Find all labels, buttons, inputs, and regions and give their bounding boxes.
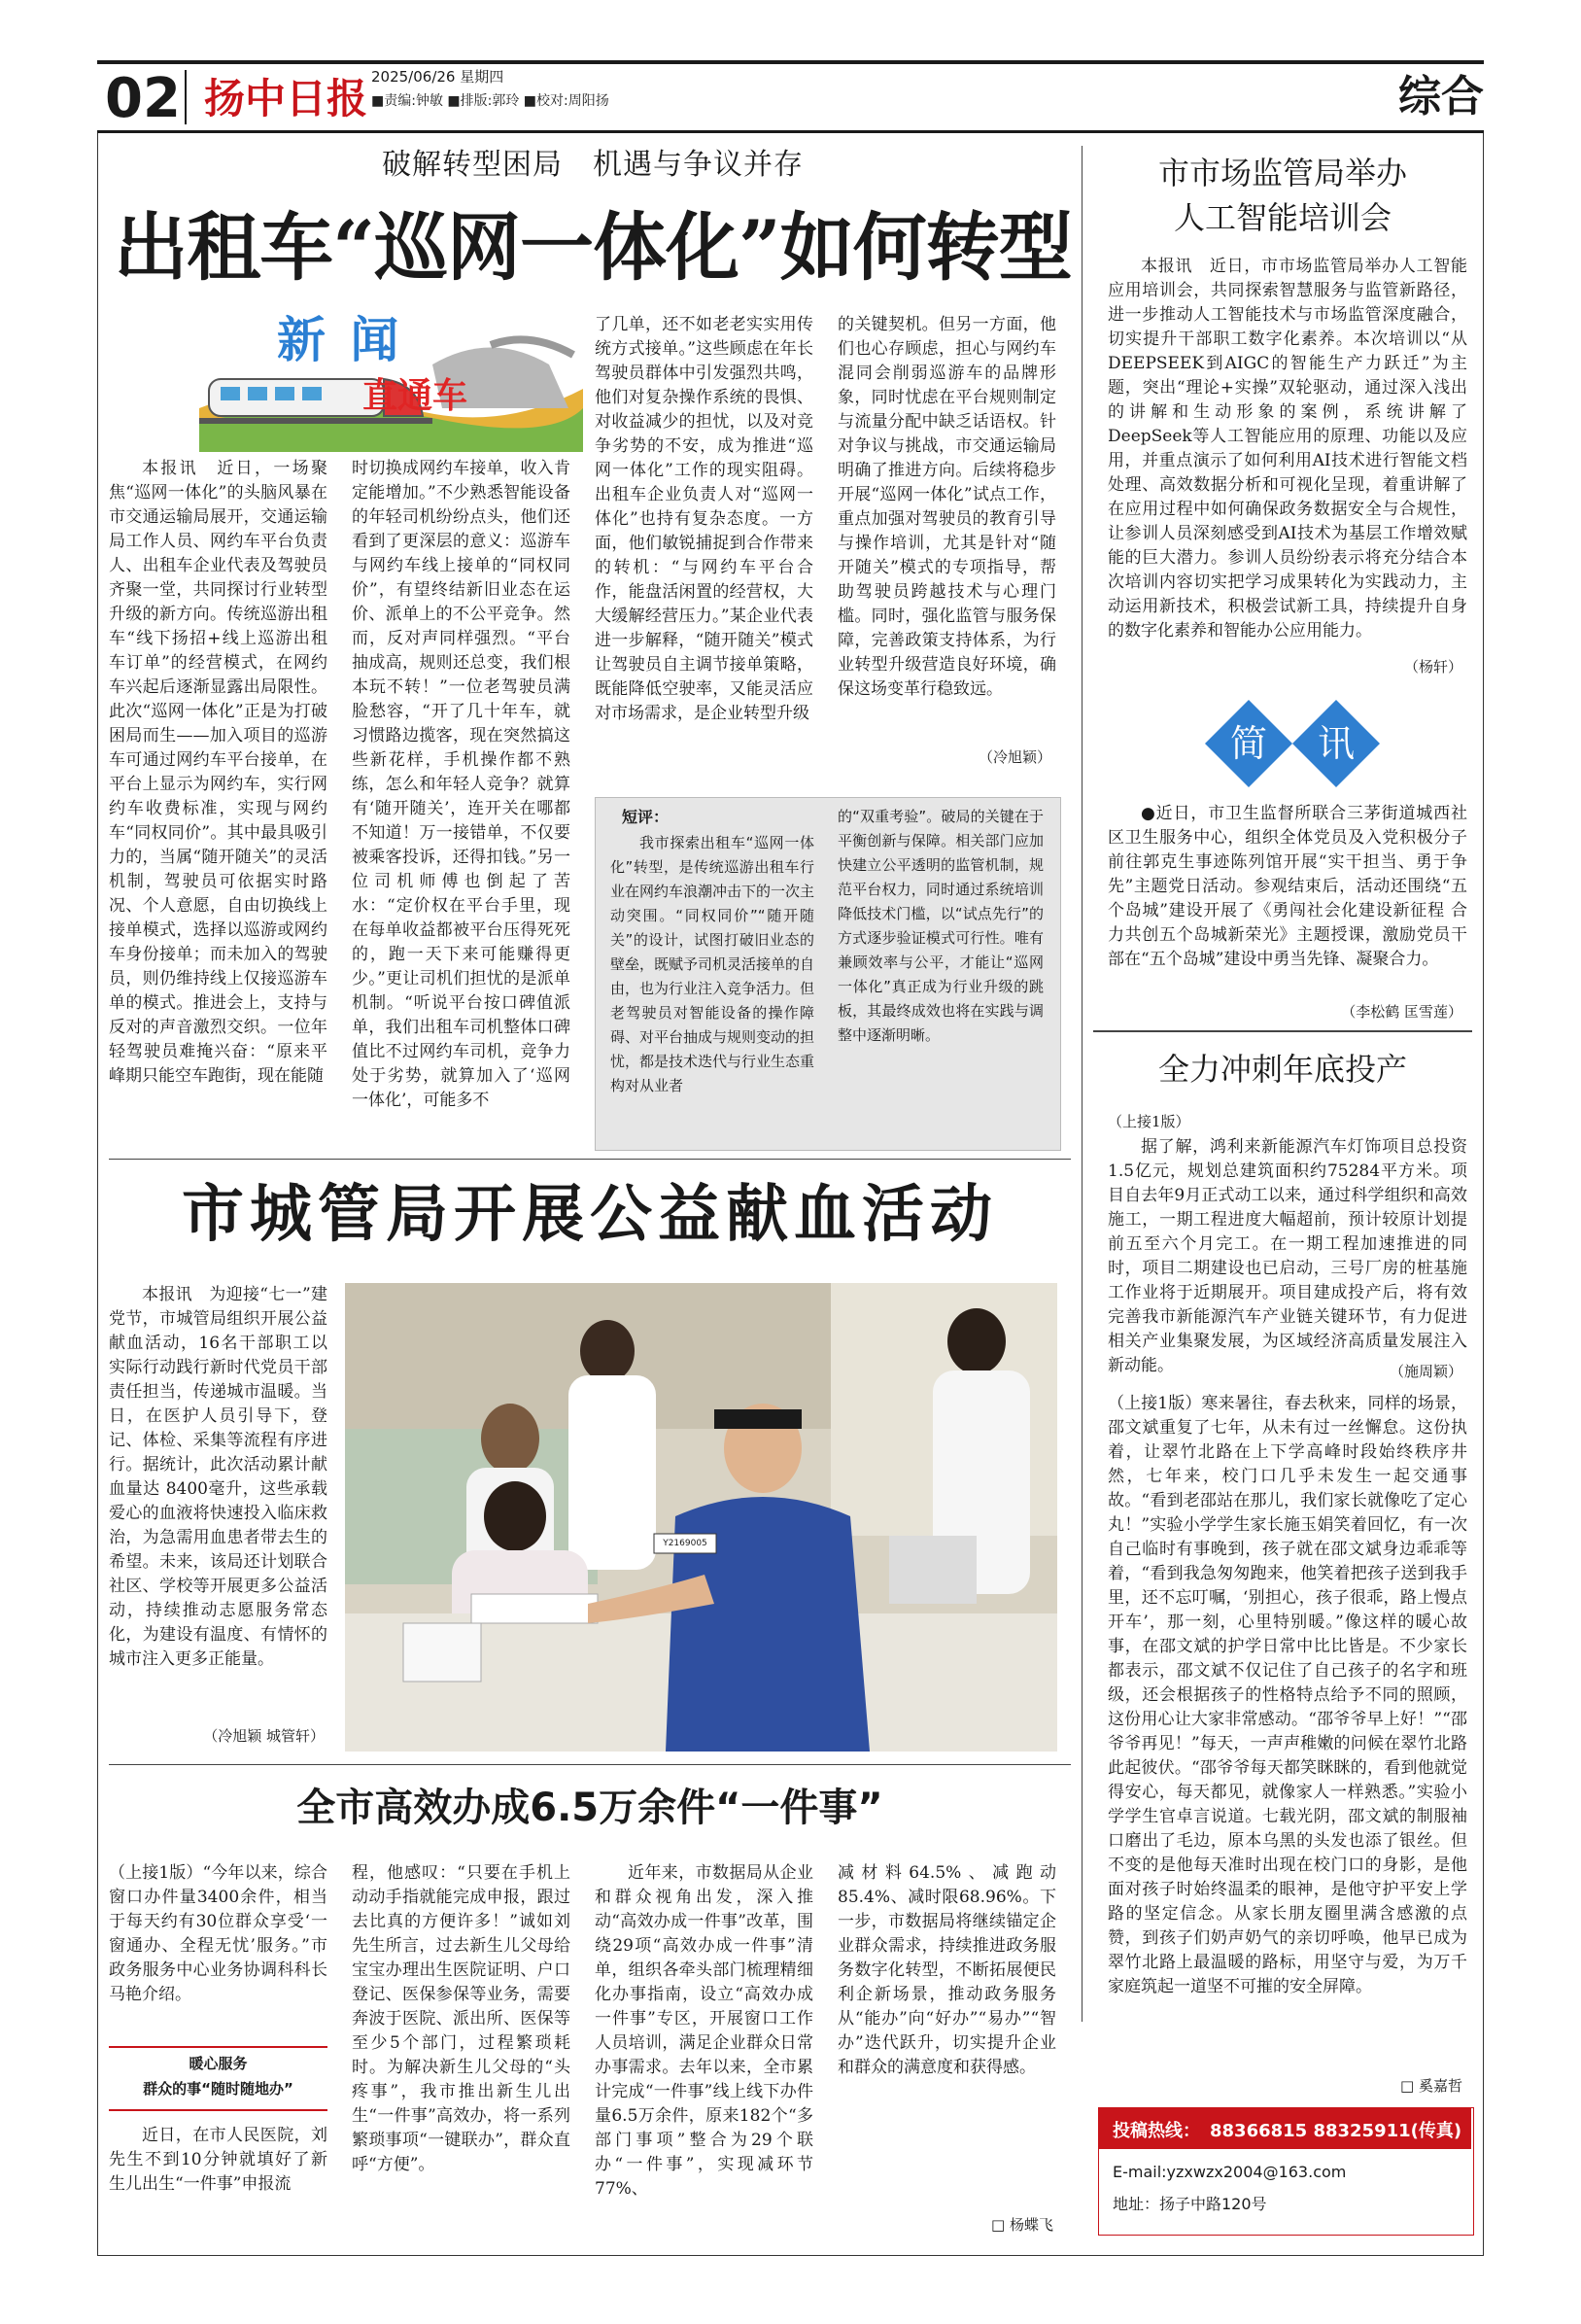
oneitem-paragraph-3: 程，他感叹：“只要在手机上动动手指就能完成申报，跟过去比真的方便许多！”诚如刘先生所言，过去新生儿父母给宝宝办理出生医院证明、户口登记、医保参保等业务，需要奔波于医院、派出所、医保等至少5个部门，过程繁琐耗时。为解决新生儿父母的“头疼事”，我市推出新生儿出生“一件事”高效办，将一系列繁琐事项“一键联办”，群众直呼“方便”。 <box>352 1863 570 2174</box>
oneitem-paragraph-4: 近年来，市数据局从企业和群众视角出发，深入推动“高效办成一件事”改革，围绕29项“高效办成一件事”清单，组织各牵头部门梳理精细化办事指南，设立“高效办成一件事”专区，开展窗口工作人员培训，满足企业群众日常办事需求。去年以来，全市累计完成“一件事”线上线下办件量6.5万余件，原来182个“多部门事项”整合为29个联办“一件事”，实现减环节77%、 <box>595 1863 813 2199</box>
blood-byline: （冷旭颖 城管轩） <box>203 1727 325 1745</box>
production-continued: （上接1版） <box>1108 1113 1190 1130</box>
comment-col1: 我市探索出租车“巡网一体化”转型，是传统巡游出租车行业在网约车浪潮冲击下的一次主动突围。“同权同价”“随开随关”的设计，试图打破旧业态的壁垒，既赋予司机灵活接单的自由，也为行业注入竞争活力。但老驾驶员对智能设备的操作障碍、对平台抽成与规则变动的担忧，都是技术迭代与行业生态重构对从业者 <box>610 834 815 1094</box>
comment-label: 短评： <box>622 808 670 826</box>
taxi-paragraph-2: 时切换成网约车接单，收入肯定能增加。”不少熟悉智能设备的年轻司机纷纷点头，他们还看到了更深层的意义：巡游车与网约车线上接单的“同权同价”，有望终结新旧业态在运价、派单上的不公平竞争。然而，反对声同样强烈。“平台抽成高，规则还总变，我们根本玩不转！”一位老驾驶员满脸愁容，“开了几十年车，就习惯路边揽客，现在突然搞这些新花样，手机操作都不熟练，怎么和年轻人竞争？就算有‘随开随关’，连开关在哪都不知道！万一接错单，不仅要被乘客投诉，还得扣钱。”另一位司机师傅也倒起了苦水：“定价权在平台手里，现在每单收益都被平台压得死死的，跑一天下来可能赚得更少。”更让司机们担忧的是派单机制。“听说平台按口碑值派单，我们出租车司机整体口碑值比不过网约车司机，竞争力处于劣势，就算加入了‘巡网一体化’，可能多不 <box>352 459 570 1110</box>
oneitem-subhead-line1: 暖心服务 <box>189 2055 248 2072</box>
production-headline: 全力冲刺年底投产 <box>1157 1051 1407 1088</box>
masthead-logo: 扬中日报 <box>204 75 368 122</box>
crossing-byline: □ 奚嘉哲 <box>1400 2077 1462 2095</box>
brief-body <box>1108 802 1467 996</box>
oneitem-byline: □ 杨蝶飞 <box>991 2216 1053 2234</box>
blood-headline: 市城管局开展公益献血活动 <box>182 1178 998 1251</box>
brief-title <box>1195 690 1390 797</box>
section-name: 综合 <box>1398 72 1484 121</box>
brief-title-char2: 讯 <box>1317 722 1355 765</box>
ai-headline-line1: 市市场监管局举办 <box>1157 155 1407 191</box>
divider-under-blood <box>109 1764 1071 1765</box>
header-top-rule <box>97 60 1484 64</box>
ai-headline <box>1098 151 1467 240</box>
divider-under-taxi <box>109 1159 1071 1160</box>
divider-right-1 <box>1093 1030 1472 1032</box>
production-paragraph: 据了解，鸿利来新能源汽车灯饰项目总投资1.5亿元，规划总建筑面积约75284平方米。项目自去年9月正式动工以来，通过科学组织和高效施工，一期工程进度大幅超前，预计较原计划提前五至六个月完工。在一期工程加速推进的同时，项目二期建设也已启动，三号厂房的桩基施工作业将于近期展开。项目建成投产后，将有效完善我市新能源汽车产业链关键环节，有力促进相关产业集聚发展，为区域经济高质量发展注入新动能。 <box>1108 1137 1467 1375</box>
oneitem-headline: 全市高效办成6.5万余件“一件事” <box>296 1786 883 1830</box>
hotline-label: 投稿热线： <box>1113 2121 1200 2141</box>
contact-email: E-mail:yzxwzx2004@163.com <box>1113 2163 1347 2181</box>
page-number-divider <box>185 70 187 124</box>
brief-title-char1: 简 <box>1229 722 1267 765</box>
oneitem-paragraph-1: （上接1版）“今年以来，综合窗口办件量3400余件，相当于每天约有30位群众享受‘一窗通办、全程无忧’服务。”市政务服务中心业务协调科科长马艳介绍。 <box>109 1863 327 2004</box>
right-column-divider <box>1082 146 1083 2022</box>
taxi-paragraph-3: 了几单，还不如老老实实用传统方式接单。”这些顾虑在年长驾驶员群体中引发强烈共鸣，他们对复杂操作系统的畏惧、对收益减少的担忧，以及对竞争劣势的不安，成为推进“巡网一体化”工作的现实阻碍。出租车企业负责人对“巡网一体化”也持有复杂态度。一方面，他们敏锐捕捉到合作带来的转机：“与网约车平台合作，能盘活闲置的经营权，大大缓解经营压力。”某企业代表进一步解释，“随开随关”模式让驾驶员自主调节接单策略，既能降低空驶率，又能灵活应对市场需求，是企业转型升级 <box>595 315 813 723</box>
taxi-body-col2 <box>352 457 570 1137</box>
badge-news-text: 新 闻 <box>277 312 403 368</box>
blood-donation-photo <box>345 1283 1057 1752</box>
oneitem-col4 <box>838 1861 1056 2211</box>
crossing-paragraph: （上接1版）寒来暑往，春去秋来，同样的场景，邵文斌重复了七年，从未有过一丝懈怠。这份执着，让翠竹北路在上下学高峰时段始终秩序井然，七年来，校门口几乎未发生一起交通事故。“看到老邵站在那儿，我们家长就像吃了定心丸！”实验小学学生家长施玉娟笑着回忆，有一次自己临时有事晚到，孩子就在邵文斌身边乖乖等着，“看到我急匆匆跑来，他笑着把孩子送到我手里，还不忘叮嘱，‘别担心，孩子很乖，路上慢点开车’，那一刻，心里特别暖。”像这样的暖心故事，在邵文斌的护学日常中比比皆是。不少家长都表示，邵文斌不仅记住了自己孩子的名字和班级，还会根据孩子的性格特点给予不同的照顾，这份用心让大家非常感动。“邵爷爷早上好！”“邵爷爷再见！”每天，一声声稚嫩的问候在翠竹北路此起彼伏。“邵爷爷每天都笑眯眯的，看到他就觉得安心，每天都见，就像家人一样熟悉。”实验小学学生官卓言说道。七载光阴，邵文斌的制服袖口磨出了毛边，原本乌黑的头发也添了银丝。但不变的是他每天准时出现在校门口的身影，是他面对孩子时始终温柔的眼神，是他守护平安上学路的坚定信念。从家长朋友圈里满含感激的点赞，到孩子们奶声奶气的亲切呼唤，他早已成为翠竹北路上最温暖的路标，用坚守与爱，为万千家庭筑起一道坚不可摧的安全屏障。 <box>1108 1394 1467 1996</box>
hotline-numbers: 88366815 88325911(传真) <box>1210 2121 1462 2141</box>
page-number: 02 <box>105 67 181 130</box>
brief-paragraph: ●近日，市卫生监督所联合三茅街道城西社区卫生服务中心，组织全体党员及入党积极分子前往郭克生事迹陈列馆开展“实干担当、勇于争先”主题党日活动。参观结束后，活动还围绕“五个岛城”建设开展了《勇闯社会化建设新征程 合力共创五个岛城新荣光》主题授课，激励党员干部在“五个岛城”建设中勇当先锋、凝聚合力。 <box>1108 804 1467 969</box>
staff-credits: ■责编:钟敏 ■排版:郭玲 ■校对:周阳扬 <box>371 93 609 109</box>
blood-donation-scene-image <box>345 1283 1057 1752</box>
taxi-paragraph-1: 本报讯 近日，一场聚焦“巡网一体化”的头脑风暴在市交通运输局展开，交通运输局工作人员、网约车平台负责人、出租车企业代表及驾驶员齐聚一堂，共同探讨行业转型升级的新方向。传统巡游出租车“线下扬招+线上巡游出租车订单”的经营模式，在网约车兴起后逐渐显露出局限性。此次“巡网一体化”正是为打破困局而生——加入项目的巡游车可通过网约车平台接单，在平台上显示为网约车，实行网约车收费标准，实现与网约车“同权同价”。其中最具吸引力的，当属“随开随关”的灵活机制，驾驶员可依据实时路况、个人意愿，自由切换线上接单模式，选择以巡游或网约车身份接单；而未加入的驾驶员，则仍维持线上仅接巡游车单的模式。推进会上，支持与反对的声音激烈交织。一位年轻驾驶员难掩兴奋：“原来平峰期只能空车跑街，现在能随 <box>109 459 327 1086</box>
comment-col2: 的“双重考验”。破局的关键在于平衡创新与保障。相关部门应加快建立公平透明的监管机制，规范平台权力，同时通过系统培训降低技术门槛，以“试点先行”的方式逐步验证模式可行性。唯有兼顾效率与公平，才能让“巡网一体化”真正成为行业升级的跳板，其最终成效也将在实践与调整中逐渐明晰。 <box>838 808 1044 1044</box>
blood-body <box>109 1283 327 1691</box>
taxi-body-col4 <box>838 313 1056 741</box>
blood-paragraph: 本报讯 为迎接“七一”建党节，市城管局组织开展公益献血活动，16名干部职工以实际行动践行新时代党员干部责任担当，传递城市温暖。当日，在医护人员引导下，登记、体检、采集等流程有序进行。据统计，此次活动累计献血量达 8400毫升，这些承载爱心的血液将快速投入临床救治，为急需用血患者带去生的希望。未来，该局还计划联合社区、学校等开展更多公益活动，持续推动志愿服务常态化，为建设有温度、有情怀的城市注入更多正能量。 <box>109 1285 327 1669</box>
oneitem-col3 <box>595 1861 813 2245</box>
oneitem-col1-bottom <box>109 2124 327 2245</box>
officer-badge-text: Y2169005 <box>663 1539 707 1548</box>
taxi-paragraph-4: 的关键契机。但另一方面，他们也心存顾虑，担心与网约车混同会削弱巡游车的品牌形象，同时忧虑在平台规则制定与流量分配中缺乏话语权。针对争议与挑战，市交通运输局明确了推进方向。后续将稳步开展“巡网一体化”试点工作，重点加强对驾驶员的教育引导与操作培训，尤其是针对“随开随关”模式的专项指导，帮助驾驶员跨越技术与心理门槛。同时，强化监管与服务保障，完善政策支持体系，为行业转型升级营造良好环境，确保这场变革行稳致远。 <box>838 315 1056 699</box>
ai-byline: （杨轩） <box>1403 658 1462 676</box>
badge-express-text: 直通车 <box>362 376 468 416</box>
ai-body <box>1108 255 1467 653</box>
oneitem-paragraph-5: 减材料64.5%、减跑动85.4%、减时限68.96%。下一步，市数据局将继续锚定企业群众需求，持续推进政务服务数字化转型，不断拓展便民利企新场景，推动政务服务从“能办”向“好办”“易办”“智办”迭代跃升，切实提升企业和群众的满意度和获得感。 <box>838 1863 1056 2077</box>
ai-paragraph: 本报讯 近日，市市场监管局举办人工智能应用培训会，共同探索智慧服务与监管新路径，进一步推动人工智能技术与市场监管深度融合，切实提升干部职工数字化素养。本次培训以“从DEEPSEEK到AIGC的智能生产力跃迁”为主题，突出“理论+实操”双轮驱动，通过深入浅出的讲解和生动形象的案例，系统讲解了DeepSeek等人工智能应用的原理、功能以及应用，并重点演示了如何利用AI技术进行智能文档处理、高效数据分析和可视化呈现，着重讲解了在应用过程中如何确保政务数据安全与合规性，让参训人员深刻感受到AI技术为基层工作增效赋能的巨大潜力。参训人员纷纷表示将充分结合本次培训内容切实把学习成果转化为实践动力，主动运用新技术，积极尝试新工具，持续提升自身的数字化素养和智能办公应用能力。 <box>1108 257 1467 641</box>
taxi-headline: 出租车“巡网一体化”如何转型 <box>114 204 1072 291</box>
crossing-body <box>1108 1392 1467 2063</box>
oneitem-col2 <box>352 1861 570 2245</box>
oneitem-subhead-line2: 群众的事“随时随地办” <box>143 2080 293 2098</box>
production-byline: （施周颖） <box>1389 1363 1462 1380</box>
oneitem-subhead <box>109 2046 327 2111</box>
taxi-body-col3 <box>595 313 813 770</box>
issue-date: 2025/06/26 星期四 <box>371 68 504 86</box>
ai-headline-line2: 人工智能培训会 <box>1173 199 1392 236</box>
oneitem-paragraph-2: 近日，在市人民医院，刘先生不到10分钟就填好了新生儿出生“一件事”申报流 <box>109 2126 327 2194</box>
taxi-kicker: 破解转型困局 机遇与争议并存 <box>382 148 804 182</box>
news-express-badge <box>199 311 583 452</box>
taxi-body-col1 <box>109 457 327 1137</box>
taxi-byline: （冷旭颖） <box>978 748 1051 766</box>
contact-address: 地址：扬子中路120号 <box>1113 2195 1267 2213</box>
oneitem-col1-top <box>109 1861 327 2031</box>
brief-byline: （李松鹤 匡雪莲） <box>1341 1003 1462 1021</box>
